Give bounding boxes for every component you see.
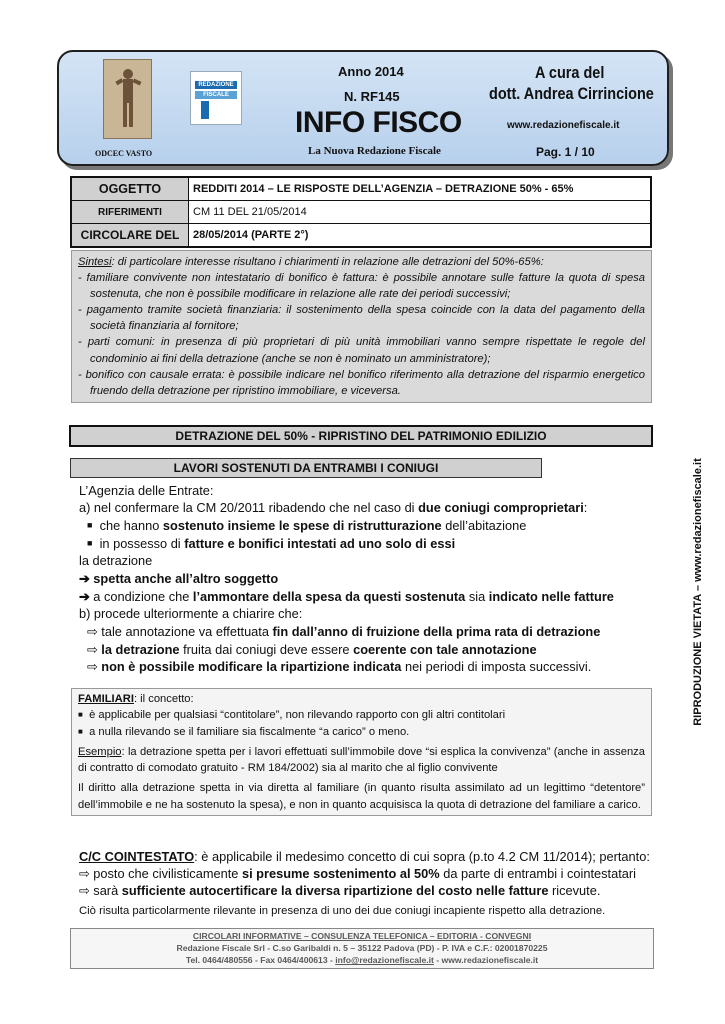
text-bold: l’ammontare della spesa da questi sostenuta (192, 589, 466, 604)
text: sarà (93, 883, 122, 898)
list-item: - bonifico con causale errata: è possibile indicare nel bonifico riferimento alla detrazione del risparmio energetico fruendo della detrazione per ripristino immobiliare, e viceversa. (78, 368, 645, 397)
text-bold: fatture e bonifici intestati ad uno solo di essi (184, 536, 456, 551)
summary-intro (78, 254, 645, 270)
text: a nulla rilevando se il familiare sia fiscalmente “a carico” o meno. (89, 725, 410, 738)
text: tale annotazione va effettuata (101, 624, 273, 639)
text-bold: si presume sostenimento al 50% (241, 866, 440, 881)
arrow-right-icon: ➔ (79, 589, 90, 604)
outline-arrow-icon: ⇨ (87, 624, 98, 639)
esempio-paragraph (78, 744, 645, 777)
familiari-heading (78, 691, 645, 707)
summary-box (71, 250, 652, 403)
page-title: INFO FISCO (295, 106, 462, 139)
summary-intro-text: : di particolare interesse risultano i chiarimenti in relazione alle detrazioni del 50%-65%: (111, 256, 544, 268)
website-link[interactable]: www.redazionefiscale.it (507, 120, 620, 131)
esempio-label: Esempio (78, 745, 122, 758)
statue-logo-image (103, 59, 152, 139)
watermark-text: RIPRODUZIONE VIETATA – www.redazionefiscale.it (692, 458, 704, 726)
familiari-label: FAMILIARI (78, 693, 134, 705)
text: sia (465, 589, 489, 604)
outline-arrow-icon: ⇨ (87, 659, 98, 674)
logo-text-bottom: FISCALE (195, 91, 237, 99)
text: ricevute. (548, 883, 601, 898)
arrow-line (87, 642, 537, 658)
section-title: DETRAZIONE DEL 50% - RIPRISTINO DEL PATRIMONIO EDILIZIO (69, 425, 653, 447)
list-item: - familiare convivente non intestatario di bonifico è fattura: è possibile annotare sulle fatture la quota di spesa sostenuta, che non è possibile modificare in relazione alle rate dei periodi successivi; (78, 272, 645, 301)
text-bold: coerente con tale annotazione (353, 642, 537, 657)
text: dell’abitazione (441, 518, 527, 533)
bullet-line (78, 724, 645, 740)
table-cell-label: RIFERIMENTI (71, 201, 189, 224)
bullet-line (87, 536, 455, 551)
issue-year: Anno 2014 (338, 64, 404, 79)
curator-line1: A cura del (535, 63, 605, 82)
footer (70, 928, 654, 969)
body-line (79, 500, 587, 515)
logo-caption: ODCEC VASTO (95, 149, 153, 158)
text: posto che civilisticamente (93, 866, 242, 881)
body-line (79, 571, 278, 587)
body-line: b) procede ulteriormente a chiarire che: (79, 606, 303, 621)
list-item: - pagamento tramite società finanziaria: il sostenimento della spesa coincide con la data del pagamento della società finanziaria al fornitore; (78, 304, 645, 333)
text: è applicabile per qualsiasi “contitolare”, non rilevando rapporto con gli altri contitolari (89, 709, 506, 722)
body-line (79, 589, 614, 605)
text: che hanno (99, 518, 163, 533)
text: - www.redazionefiscale.it (433, 955, 539, 965)
outline-arrow-icon: ⇨ (87, 642, 98, 657)
issue-number: N. RF145 (344, 89, 400, 104)
cc-label: C/C COINTESTATO (79, 849, 195, 864)
table-row (71, 177, 651, 201)
page-number: Pag. 1 / 10 (536, 145, 595, 159)
bullet-line (87, 518, 526, 533)
arrow-right-icon: ➔ (79, 571, 90, 586)
square-bullet-icon: ■ (87, 520, 93, 530)
text: : (583, 500, 588, 515)
logo-bar (201, 101, 209, 119)
footer-line (71, 954, 653, 966)
outline-arrow-icon: ⇨ (79, 866, 90, 881)
table-row (71, 201, 651, 224)
text: da parte di entrambi i cointestatari (439, 866, 636, 881)
text-bold: indicato nelle fatture (488, 589, 614, 604)
text-bold: non è possibile modificare la ripartizione indicata (101, 659, 402, 674)
text-bold: spetta anche all’altro soggetto (93, 571, 279, 586)
text-bold: sostenuto insieme le spese di ristrutturazione (162, 518, 442, 533)
cc-heading-line (79, 849, 650, 864)
text: nei periodi di imposta successivi. (401, 659, 592, 674)
redazione-fiscale-logo (190, 71, 242, 125)
summary-label: Sintesi (78, 256, 112, 268)
table-cell-value: CM 11 DEL 21/05/2014 (189, 201, 652, 224)
text-bold: fin dall’anno di fruizione della prima rata di detrazione (272, 624, 601, 639)
body-line: la detrazione (79, 553, 153, 568)
square-bullet-icon: ■ (87, 538, 93, 548)
logo-text-top: REDAZIONE (195, 81, 237, 89)
text: : è applicabile il medesimo concetto di cui sopra (p.to 4.2 CM 11/2014); pertanto: (194, 849, 650, 864)
table-cell-label: CIRCOLARE DEL (71, 224, 189, 248)
arrow-line (87, 624, 600, 640)
email-link[interactable]: info@redazionefiscale.it (335, 955, 434, 965)
familiari-box (71, 688, 652, 816)
vertical-watermark (688, 426, 708, 758)
table-cell-label: OGGETTO (71, 177, 189, 201)
outline-arrow-icon: ⇨ (79, 883, 90, 898)
text: a) nel confermare la CM 20/2011 ribadendo che nel caso di (79, 500, 419, 515)
text-bold: la detrazione (101, 642, 180, 657)
text-bold: due coniugi comproprietari (418, 500, 584, 515)
subject-table (70, 176, 652, 248)
footer-line: CIRCOLARI INFORMATIVE – CONSULENZA TELEFONICA – EDITORIA - CONVEGNI (192, 931, 532, 941)
page-subtitle: La Nuova Redazione Fiscale (308, 145, 441, 157)
square-bullet-icon: ■ (78, 726, 83, 736)
text: : il concetto: (133, 693, 194, 705)
text: : la detrazione spetta per i lavori effettuati sull’immobile dove “si esplica la convivenza” (anche in assenza di contratto di comodato gratuito - RM 184/2002) sia al marito che al figlio convivente (78, 745, 645, 775)
text-bold: sufficiente autocertificare la diversa ripartizione del costo nelle fatture (121, 883, 549, 898)
text: a condizione che (93, 589, 193, 604)
list-item: - parti comuni: in presenza di più proprietari di più unità immobiliari vanno sempre rispettate le regole del condominio ai fini della detrazione (anche se non è nominato un amministratore); (78, 336, 645, 365)
footer-line: Redazione Fiscale Srl - C.so Garibaldi n. 5 – 35122 Padova (PD) - P. IVA e C.F.: 02001870225 (176, 943, 548, 953)
bullet-line (78, 707, 645, 723)
diritto-paragraph: Il diritto alla detrazione spetta in via diretta al familiare (in quanto risulta assimilato ad un legittimo “detentore” dell’immobile e ne ha sostenuto la spesa), e non in quanto acquisisca la quota di detrazione del familiare a carico. (78, 782, 645, 811)
text: fruita dai coniugi deve essere (179, 642, 354, 657)
subsection-title: LAVORI SOSTENUTI DA ENTRAMBI I CONIUGI (70, 458, 542, 478)
body-line: L’Agenzia delle Entrate: (79, 483, 214, 498)
text: Tel. 0464/480556 - Fax 0464/400613 - (185, 955, 336, 965)
table-cell-value: REDDITI 2014 – LE RISPOSTE DELL’AGENZIA – DETRAZIONE 50% - 65% (189, 177, 652, 201)
text: in possesso di (99, 536, 185, 551)
arrow-line (79, 866, 636, 882)
square-bullet-icon: ■ (78, 710, 83, 720)
table-row (71, 224, 651, 248)
body-line: Ciò risulta particolarmente rilevante in presenza di uno dei due coniugi incapiente rispetto alla detrazione. (79, 905, 606, 917)
arrow-line (87, 659, 591, 675)
table-cell-value: 28/05/2014 (PARTE 2°) (189, 224, 652, 248)
curator-line2: dott. Andrea Cirrincione (489, 84, 654, 103)
arrow-line (79, 883, 600, 899)
